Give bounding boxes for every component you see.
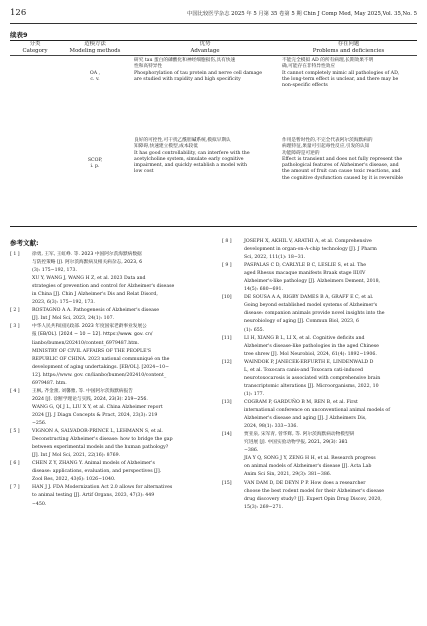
reference-line: COGRAM P, GARDUÑO B M, REN B, et al. First (244, 400, 358, 405)
reference-line: PASPALAS C D, CARLYLE B C, LESLIE S, et al. The (244, 263, 367, 269)
reference-line: MINISTRY OF CIVIL AFFAIRS OF THE PEOPLE'S (32, 348, 152, 354)
reference-line: JOSEPH X, AKHIL V, ARATHI A, et al. Comprehensive (244, 239, 372, 244)
reference-line: 2023, 6(3): 175−192, 173. (32, 300, 95, 306)
reference-line: 王枫, 齐金蕾, 刘馨雅, 等. 中国阿尔茨海默病报告 (32, 388, 133, 394)
header-category: 分类 Category (22, 41, 48, 54)
reference-line: DE SOUSA A A, RIGBY DAMES B A, GRAFF E C, et al. (244, 295, 374, 301)
reference-line: 2024 [J]. 诊断学理论与实践, 2024, 23(3): 219−256. (32, 396, 148, 402)
reference-number: [ 2 ] (10, 308, 20, 314)
reference-line: CHEN Z Y, ZHANG Y. Animal models of Alzheimer's (32, 461, 155, 467)
reference-line: development of aging undertakings. [EB/OL]. [2024−10− (32, 364, 170, 370)
reference-line: JIA Y Q, SONG J Y, ZENG H H, et al. Research progress (244, 456, 376, 462)
reference-number: [ 3 ] (10, 324, 20, 330)
reference-line: VAN DAM D, DE DEYN P P. How does a researcher (244, 480, 366, 486)
reference-line: to animal testing [J]. Artif Organs, 2023, 47(3): 449 (32, 493, 155, 499)
reference-line: (1): 655. (244, 327, 265, 333)
reference-line: (3): 175−192, 173. (32, 268, 77, 274)
journal-citation: 中国比较医学杂志 2025 年 5 月第 35 卷第 5 期 Chin J Comp Med, May 2025,Vol. 35,No. 5 (187, 11, 417, 17)
reference-line: between experimental models and the human pathology? (32, 445, 169, 451)
reference-line: −450. (32, 501, 47, 507)
reference-number: [10] (222, 295, 232, 301)
reference-number: [13] (222, 400, 232, 405)
reference-number: [14] (222, 432, 232, 438)
reference-line: [J]. Int J Mol Sci, 2023, 24(1): 107. (32, 316, 115, 322)
reference-line: HAN J J. FDA Modernization Act 2.0 allows for alternatives (32, 485, 173, 491)
reference-line: Alzheimer's-like pathology [J]. Alzheimers Dement, 2018, (244, 279, 381, 285)
reference-number: [ 6 ] (10, 461, 20, 467)
reference-line: disease: companion animals provide novel insights into the (244, 311, 385, 317)
reference-line: Anim Sci Sin, 2021, 29(3): 381−386. (244, 472, 332, 478)
reference-number: [12] (222, 359, 232, 365)
reference-line: 15(3): 269−271. (244, 504, 283, 510)
reference-line: −386. (244, 448, 259, 454)
reference-line: XU Y, WANG J, WANG H Z, et al. 2023 Data and (32, 276, 146, 282)
reference-number: [ 9 ] (222, 263, 232, 269)
header-rule (10, 23, 417, 24)
reference-line: lianbo/bumen/202410/content_6979487.htm. (32, 340, 140, 346)
row1-method: OA , c. v. (89, 71, 101, 83)
table-header-rule (10, 55, 417, 56)
reference-line: drug discovery study? [J]. Expert Opin Drug Discov, 2020, (244, 496, 382, 502)
reference-number: [11] (222, 335, 232, 341)
page-number: 126 (10, 8, 27, 18)
header-modeling-methods: 造模方法 Modeling methods (69, 41, 121, 54)
reference-number: [ 1 ] (10, 252, 20, 257)
reference-number: [ 4 ] (10, 388, 20, 394)
row1-problems: 不能完全模拟 AD 的所有病理,长期效果不明 确,可能存在非特异性效应 It cannot completely mimic all pathologies of AD, the long-term effect is unclear, and there may be non-specific effects (282, 58, 400, 89)
reference-line: 报 [EB/OL]. [2024 − 10 − 12]. https://www. gov. cn/ (32, 332, 153, 338)
continued-table (10, 40, 417, 227)
row2-advantage: 良好的可控性,可干扰乙酰胆碱系统,模拟早期认 知障碍,快速建立模型,成本较低 It has good controllability, can interfere with the acetylcholine system, simulate early cognitive impairment, and quickly establish a model with low cost (134, 138, 250, 175)
reference-line: Sci, 2022, 111(1): 18−31. (244, 255, 306, 261)
reference-line: strategies of prevention and control for Alzheimer's disease (32, 284, 175, 290)
page-header (10, 8, 417, 22)
reference-line: WAINDOK P, JANECEK-ERFURTH E, LINDENWALD D (244, 359, 374, 365)
table-bottom-rule (10, 226, 417, 227)
table-title: 续表9 (10, 31, 28, 39)
reference-line: development in organ-on-A-chip technology [J]. J Pharm (244, 247, 377, 253)
reference-line: neurotoxocarosis is associated with comprehensive brain (244, 375, 381, 381)
reference-line: disease: applications, evaluation, and perspectives [J]. (32, 469, 162, 475)
reference-line: 2024 [J]. J Diagn Concepts & Pract, 2024, 23(3): 219 (32, 412, 158, 418)
reference-number: [ 7 ] (10, 485, 20, 491)
reference-line: WANG G, QI J L, LIU X Y, et al. China Alzheimer report (32, 404, 163, 410)
reference-number: [ 5 ] (10, 429, 20, 435)
reference-line: Alzheimer's disease and aging [J]. J Alzheimers Dis, (244, 416, 367, 422)
reference-line: [J]. Int J Mol Sci, 2021, 22(16): 8769. (32, 453, 121, 459)
reference-line: choose the best rodent model for their Alzheimer's disease (244, 488, 385, 494)
reference-line: −256. (32, 421, 47, 427)
reference-line: Zool Res, 2022, 43(6): 1026−1040. (32, 477, 116, 483)
reference-line: 中华人民共和国民政部. 2023 年度国家老龄事业发展公 (32, 324, 147, 330)
reference-line: Alzheimer's disease-like pathologies in the aged Chinese (244, 343, 379, 349)
reference-line: 与防控策略 [J]. 阿尔茨海默病及相关病杂志, 2023, 6 (32, 260, 143, 266)
reference-line: (1): 177. (244, 391, 265, 397)
row2-method: SCOP, i. p. (87, 158, 103, 170)
reference-line: tree shrew [J]. Mol Neurobiol, 2024, 61(4): 1892−1906. (244, 351, 377, 357)
reference-line: L, et al. Toxocara canis-and Toxocara cati-induced (244, 367, 364, 373)
reference-number: [ 8 ] (222, 239, 232, 244)
reference-line: 14(5): 680−691. (244, 287, 283, 293)
reference-line: 12]. https://www. gov. cn/lianbo/bumen/202410/content_ (32, 372, 167, 378)
reference-line: on animal models of Alzheimer's disease [J]. Acta Lab (244, 464, 372, 470)
reference-line: 徐勇, 王军, 王虹峥. 等. 2023 中国阿尔茨海默病数据 (32, 252, 142, 257)
row2-problems: 作用是暂时性的,不完全代表阿尔茨海默病的 病理特征,果量可引起毒性反应,引发的认知 功能障碍是可逆的 Effect is transient and does not fully represent the pathological features of Alzheimer's disease, and the amount of fruit can cause toxic reactions, and the cognitive dysfunction caused by it is reversible (282, 138, 403, 181)
reference-line: REPUBLIC OF CHINA. 2023 national communiqué on the (32, 356, 170, 362)
references-title: 参考文献: (10, 239, 39, 247)
reference-line: international conference on unconventional animal models of (244, 408, 390, 414)
reference-line: VIGNON A, SALVADOR-PRINCE L, LEHMANN S, et al. (32, 429, 163, 435)
reference-line: 究进展 [J]. 中国实验动物学报, 2021, 29(3): 381 (244, 440, 348, 446)
reference-line: 贾亚泉, 宋军青, 曾华辉, 等. 阿尔茨海默病动物模型研 (244, 432, 355, 438)
reference-number: [15] (222, 480, 232, 486)
reference-line: neurobiology of aging [J]. Commun Biol, 2023, 6 (244, 319, 359, 325)
reference-line: transcriptomic alterations [J]. Microorganisms, 2022, 10 (244, 383, 379, 389)
header-problems: 存在问题 Problems and deficiencies (312, 41, 385, 54)
reference-line: ROSTAGNO A A. Pathogenesis of Alzheimer's disease (32, 308, 160, 314)
reference-line: Going beyond established model systems of Alzheimer's (244, 303, 378, 309)
row1-advantage: 研究 tau 蛋白的磷酸化和神经细胞损伤,具有快速 性和高特异性 Phosphorylation of tau protein and nerve cell damage are studied with rapidity and high specificity (134, 58, 263, 82)
reference-line: in China [J]. Chin J Alzheimer's Dis and Relat Disord, (32, 292, 158, 298)
reference-line: aged Rhesus macaque manifests Braak stage III/IV (244, 271, 366, 277)
reference-line: 6979487. htm. (32, 380, 67, 386)
header-advantage: 优势 Advantage (190, 41, 220, 54)
reference-line: 2024, 98(1): 333−336. (244, 424, 298, 430)
reference-line: Deconstructing Alzheimer's disease: how to bridge the gap (32, 437, 173, 443)
reference-line: LI H, XIANG B L, LI X, et al. Cognitive deficits and (244, 335, 365, 341)
